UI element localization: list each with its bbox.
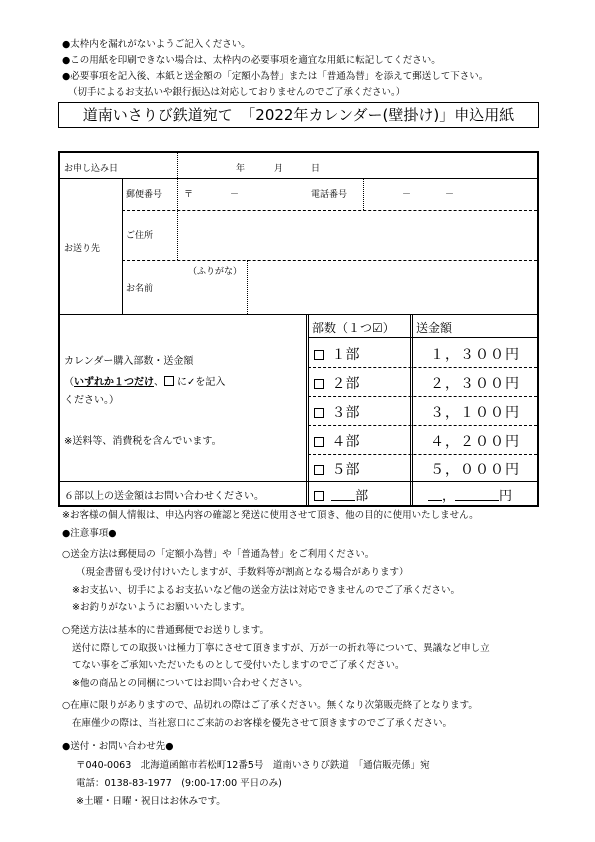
caution-2: （現金書留も受け付けいたしますが、手数料等が割高となる場合があります）: [76, 567, 409, 578]
caution-heading: ●注意事項●: [62, 528, 117, 539]
amount-5: ５，０００円: [430, 462, 520, 478]
amount-header: 送金額: [416, 321, 453, 335]
qty-header: 部数（１つ☑）: [312, 321, 395, 335]
amount-6plus: ， 円: [428, 485, 512, 504]
qty-option-6plus[interactable]: 部: [314, 485, 368, 504]
purchase-emphasis: いずれか１つだけ: [74, 377, 154, 388]
amount-1: １，３００円: [430, 347, 520, 363]
date-day-unit: 日: [311, 164, 321, 174]
postal-mark: 〒: [184, 190, 194, 200]
instruction-3: ●必要事項を記入後、本紙と送金額の「定額小為替」または「普通為替」を添えて郵送して下さい。: [62, 71, 489, 82]
qty-checkbox-2[interactable]: [314, 379, 324, 389]
sender-label: お送り先: [64, 244, 101, 254]
name-label: お名前: [126, 284, 154, 294]
postal-label: 郵便番号: [126, 190, 163, 200]
caution-7: てない事をご承知いただいたものとして受付いたしますのでご了承ください。: [72, 660, 405, 671]
qty-checkbox-5[interactable]: [314, 465, 324, 475]
caution-9: ○在庫に限りがありますので、品切れの際はご了承ください。無くなり次第販売終了となります。: [62, 700, 478, 711]
caution-10: 在庫僅少の際は、当社窓口にご来訪のお客様を優先させて頂きますのでご了承ください。: [72, 718, 453, 729]
qty-option-3[interactable]: ３部: [314, 402, 359, 422]
phone-label: 電話番号: [311, 190, 348, 200]
date-year-unit: 年: [236, 164, 246, 174]
contact-closed-days: ※土曜・日曜・祝日はお休みです。: [76, 796, 226, 807]
amount-6plus-field-2[interactable]: [455, 489, 499, 501]
purchase-line-1: カレンダー購入部数・送金額: [64, 356, 194, 367]
caution-5: ○発送方法は基本的に普通郵便でお送りします。: [62, 625, 270, 636]
qty-option-2[interactable]: ２部: [314, 373, 359, 393]
caution-8: ※他の商品との同梱についてはお問い合わせください。: [72, 678, 308, 689]
contact-phone: 電話：0138-83-1977 (9:00-17:00 平日のみ): [76, 778, 282, 789]
check-mark-icon: ✓: [187, 377, 196, 388]
amount-4: ４，２００円: [430, 434, 520, 450]
amount-3: ３，１００円: [430, 405, 520, 421]
tax-note: ※送料等、消費税を含んでいます。: [64, 436, 222, 447]
qty-6plus-field[interactable]: [331, 489, 355, 501]
purchase-line-2: （いずれか１つだけ、 に✓を記入: [64, 377, 226, 388]
qty-checkbox-6plus[interactable]: [314, 491, 324, 501]
privacy-note: ※お客様の個人情報は、申込内容の確認と発送に使用させて頂き、他の目的に使用いたしません。: [62, 510, 479, 521]
phone-dash-1: －: [402, 190, 412, 200]
six-plus-label: ６部以上の送金額はお問い合わせください。: [64, 491, 264, 502]
caution-3: ※お支払い、切手によるお支払いなど他の送金方法は対応できませんのでご了承ください。: [72, 585, 460, 596]
sample-checkbox: [164, 376, 174, 386]
furigana-label: （ふりがな）: [188, 267, 243, 277]
instruction-4: （切手によるお支払いや銀行振込は対応しておりませんのでご了承ください。）: [68, 87, 406, 98]
qty-checkbox-1[interactable]: [314, 350, 324, 360]
instruction-1: ●太枠内を漏れがないようご記入ください。: [62, 39, 251, 50]
contact-heading: ●送付・お問い合わせ先●: [62, 741, 174, 752]
contact-address: 〒040-0063 北海道函館市若松町12番5号 道南いさりび鉄道 「通信販売係」宛: [76, 760, 430, 771]
caution-6: 送付に際しての取扱いは極力丁寧にさせて頂きますが、万が一の折れ等について、異議など申し立: [72, 643, 490, 654]
qty-option-5[interactable]: ５部: [314, 459, 359, 479]
amount-2: ２，３００円: [430, 376, 520, 392]
date-label: お申し込み日: [64, 164, 119, 174]
qty-option-4[interactable]: ４部: [314, 431, 359, 451]
address-label: ご住所: [126, 231, 154, 241]
checked-box-icon: ☑: [372, 321, 383, 335]
postal-dash: －: [230, 190, 240, 200]
form-title: 道南いさりび鉄道宛て 「2022年カレンダー(壁掛け)」申込用紙: [58, 102, 539, 128]
qty-checkbox-4[interactable]: [314, 437, 324, 447]
date-month-unit: 月: [274, 164, 284, 174]
qty-checkbox-3[interactable]: [314, 408, 324, 418]
caution-1: ○送金方法は郵便局の「定額小為替」や「普通為替」をご利用ください。: [62, 549, 375, 560]
order-form: [58, 151, 539, 507]
qty-option-1[interactable]: １部: [314, 344, 359, 364]
instruction-2: ●この用紙を印刷できない場合は、太枠内の必要事項を適宜な用紙に転記してください。: [62, 55, 441, 66]
phone-dash-2: －: [445, 190, 455, 200]
caution-4: ※お釣りがないようにお願いいたします。: [72, 602, 251, 613]
purchase-line-3: ください。）: [64, 395, 119, 406]
amount-6plus-field-1[interactable]: [428, 489, 442, 501]
